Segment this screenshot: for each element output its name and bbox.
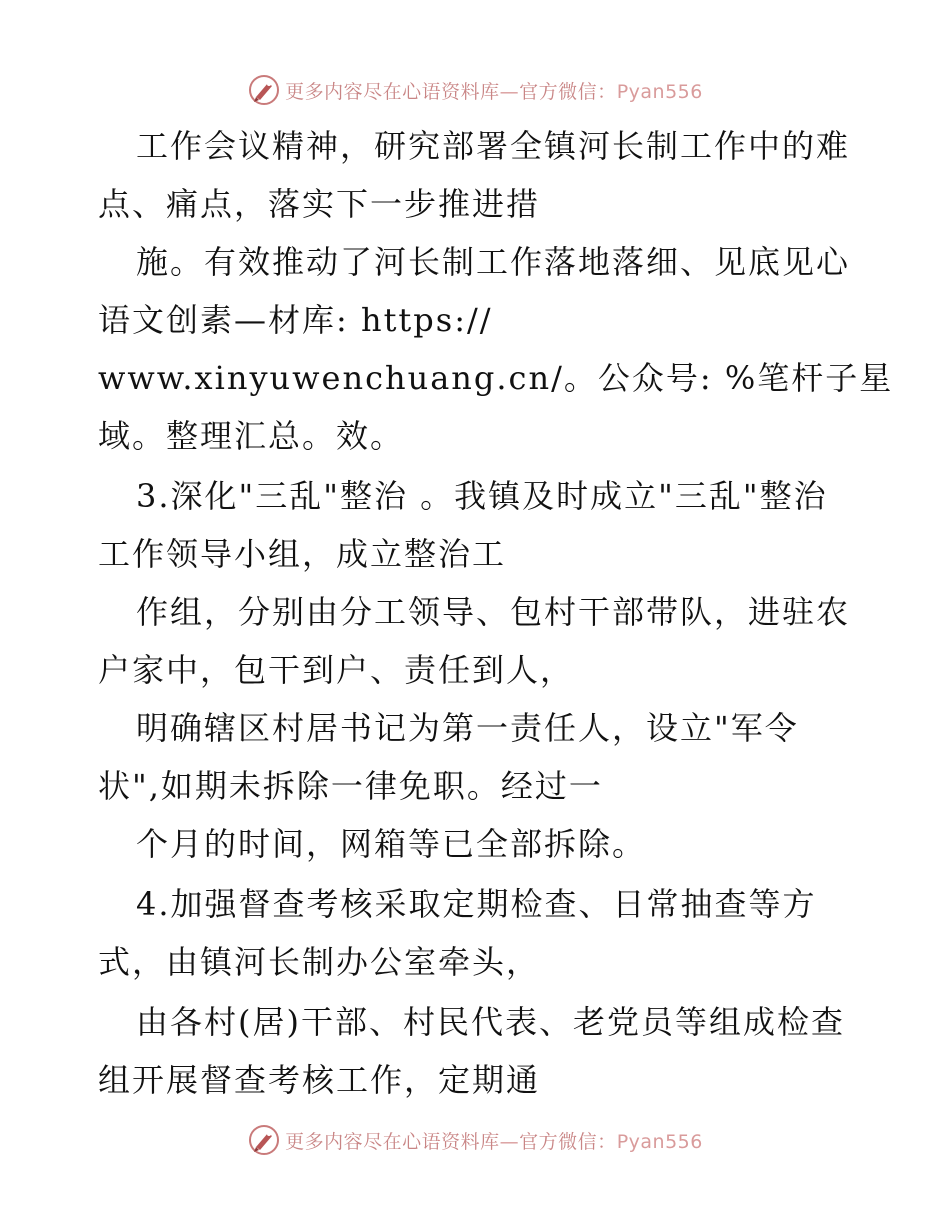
paragraph-line: 点、痛点，落实下一步推进措 bbox=[98, 185, 541, 223]
footer-watermark bbox=[0, 1120, 950, 1160]
paragraph-line: www.xinyuwenchuang.cn/。公众号: %笔杆子星 bbox=[98, 359, 894, 397]
paragraph-line: 由各村(居)干部、村民代表、老党员等组成检查 bbox=[136, 1003, 845, 1041]
paragraph-line: 状",如期未拆除一律免职。经过一 bbox=[98, 767, 603, 805]
paragraph-line: 户家中，包干到户、责任到人， bbox=[98, 651, 575, 689]
pen-nib-logo-icon bbox=[247, 1123, 281, 1157]
paragraph-line: 工作会议精神，研究部署全镇河长制工作中的难 bbox=[136, 127, 851, 165]
paragraph-line: 3.深化"三乱"整治 。我镇及时成立"三乱"整治 bbox=[136, 477, 828, 515]
paragraph-line: 4.加强督查考核采取定期检查、日常抽查等方 bbox=[136, 885, 817, 923]
paragraph-line: 域。整理汇总。效。 bbox=[98, 417, 405, 455]
watermark-text: 更多内容尽在心语资料库—官方微信：Pyan556 bbox=[285, 80, 703, 103]
paragraph-line: 语文创素—材库: https:// bbox=[98, 301, 493, 339]
paragraph-line: 个月的时间，网箱等已全部拆除。 bbox=[136, 825, 647, 863]
paragraph-line: 施。有效推动了河长制工作落地落细、见底见心 bbox=[136, 243, 851, 281]
paragraph-line: 工作领导小组，成立整治工 bbox=[98, 535, 507, 573]
paragraph-line: 作组，分别由分工领导、包村干部带队，进驻农 bbox=[136, 593, 851, 631]
paragraph-line: 组开展督查考核工作，定期通 bbox=[98, 1061, 541, 1099]
paragraph-line: 式，由镇河长制办公室牵头， bbox=[98, 943, 541, 981]
paragraph-line: 明确辖区村居书记为第一责任人，设立"军令 bbox=[136, 709, 799, 747]
watermark-text: 更多内容尽在心语资料库—官方微信：Pyan556 bbox=[285, 1130, 703, 1153]
